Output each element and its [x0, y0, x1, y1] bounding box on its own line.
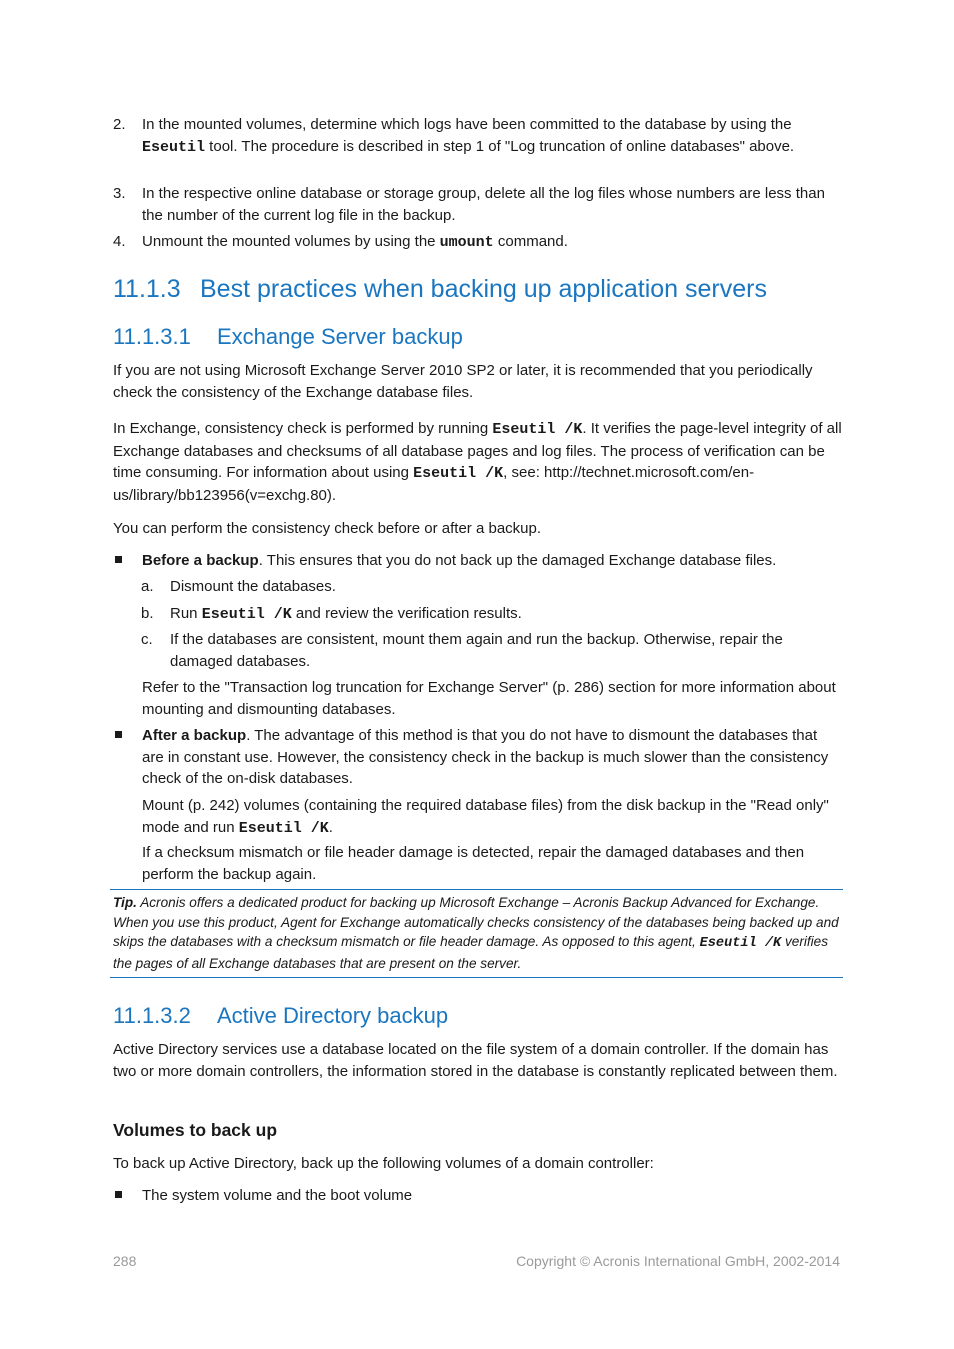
refer-paragraph: Refer to the "Transaction log truncation for Exchange Server" (p. 286) section for more information about mounting and dismounting databases. [142, 679, 836, 718]
list-number-2: 2. [113, 116, 126, 133]
section-number: 11.1.3.2 [113, 1003, 191, 1028]
volumes-intro-paragraph: To back up Active Directory, back up the following volumes of a domain controller: [113, 1155, 654, 1172]
copyright-notice: Copyright © Acronis International GmbH, 2002-2014 [516, 1253, 840, 1269]
paragraph-text: , see: http://technet.microsoft.com/en-us/library/bb123956(v=exchg.80). [113, 464, 755, 504]
mount-paragraph [142, 795, 842, 839]
tip-text-a: Acronis offers a dedicated product for backing up Microsoft Exchange – Acronis Backup Advanced for Exchange. When you use this product, Agent for Exchange automatically checks consistency of the databases being backed up and skips the databases with a checksum mismatch or file header damage. As opposed to this agent, [113, 895, 839, 950]
volumes-subheading: Volumes to back up [113, 1120, 278, 1140]
exchange-intro-paragraph: If you are not using Microsoft Exchange Server 2010 SP2 or later, it is recommended that you periodically check the consistency of the Exchange database files. [113, 362, 813, 401]
section-number: 11.1.3.1 [113, 324, 191, 349]
before-backup-label: Before a backup [142, 552, 259, 569]
eseutil-k-code: Eseutil /K [492, 421, 583, 438]
list-letter-c: c. [141, 631, 153, 648]
eseutil-k-code: Eseutil /K [413, 465, 504, 482]
list-item-4 [142, 231, 842, 254]
section-number: 11.1.3 [113, 275, 181, 303]
step-b-text-b: and review the verification results. [291, 605, 522, 622]
umount-code: umount [439, 234, 494, 251]
step-a-text: Dismount the databases. [170, 578, 336, 595]
list-letter-b: b. [141, 605, 154, 622]
paragraph-text: In Exchange, consistency check is performed by running [113, 420, 493, 437]
list-item-4-text-b: command. [493, 233, 568, 250]
step-b-text [170, 603, 842, 626]
list-item-3: In the respective online database or storage group, delete all the log files whose numbers are less than the number of the current log file in the backup. [142, 185, 825, 224]
tip-text-b: verifies the pages of all Exchange databases that are present on the server. [113, 934, 829, 972]
list-item-4-text-a: Unmount the mounted volumes by using the [142, 233, 440, 250]
section-heading-11-1-3-2 [113, 1002, 448, 1030]
bullet-square [115, 731, 122, 738]
consistency-check-paragraph [113, 418, 843, 506]
before-backup-text: . This ensures that you do not back up the damaged Exchange database files. [258, 552, 777, 569]
eseutil-k-code: Eseutil /K [201, 606, 292, 623]
active-directory-paragraph: Active Directory services use a database located on the file system of a domain controller. If the domain has two or more domain controllers, the information stored in the database is constantly replicated between them. [113, 1041, 838, 1080]
eseutil-k-code: Eseutil /K [238, 819, 329, 837]
section-title: Best practices when backing up application servers [200, 275, 767, 303]
step-c-text: If the databases are consistent, mount them again and run the backup. Otherwise, repair the damaged databases. [170, 631, 783, 670]
tip-box [110, 889, 843, 978]
page-number: 288 [113, 1253, 137, 1269]
eseutil-code: Eseutil [142, 138, 206, 156]
step-b-text-a: Run [170, 605, 202, 622]
paragraph-text: . It verifies the page-level integrity of all Exchange databases and checksums of all database pages and log files. The process of verification can be time consuming. For information about using [113, 420, 842, 481]
before-after-paragraph: You can perform the consistency check before or after a backup. [113, 520, 542, 537]
volume-list-item: The system volume and the boot volume [142, 1187, 413, 1204]
list-number-3: 3. [113, 185, 126, 202]
tip-text [113, 893, 839, 974]
section-title: Active Directory backup [217, 1003, 449, 1028]
tip-label: Tip. [113, 895, 137, 910]
list-item-2 [142, 114, 842, 158]
section-heading-11-1-3-1 [113, 323, 463, 351]
bullet-square [115, 1191, 122, 1198]
after-backup-label: After a backup [142, 727, 247, 744]
list-letter-a: a. [141, 578, 154, 595]
checksum-paragraph: If a checksum mismatch or file header damage is detected, repair the damaged databases and then perform the backup again. [142, 844, 805, 883]
eseutil-k-code: Eseutil /K [699, 936, 782, 952]
list-number-4: 4. [113, 233, 126, 250]
mount-text-a: Mount (p. 242) volumes (containing the required database files) from the disk backup in the "Read only" mode and run [142, 797, 829, 836]
after-backup-text: . The advantage of this method is that you do not have to dismount the databases that are in constant use. However, the consistency check in the backup is much slower than the consistency check of the on-disk databases. [142, 727, 829, 787]
after-backup-item [142, 725, 842, 790]
list-item-2-text-b: tool. The procedure is described in step 1 of "Log truncation of online databases" above. [205, 137, 795, 155]
section-title: Exchange Server backup [217, 324, 463, 349]
list-item-2-text-a: In the mounted volumes, determine which logs have been committed to the database by using the [142, 116, 792, 133]
mount-text-b: . [328, 818, 333, 836]
bullet-square [115, 556, 122, 563]
before-backup-item [142, 550, 842, 572]
section-heading-11-1-3 [113, 274, 767, 304]
